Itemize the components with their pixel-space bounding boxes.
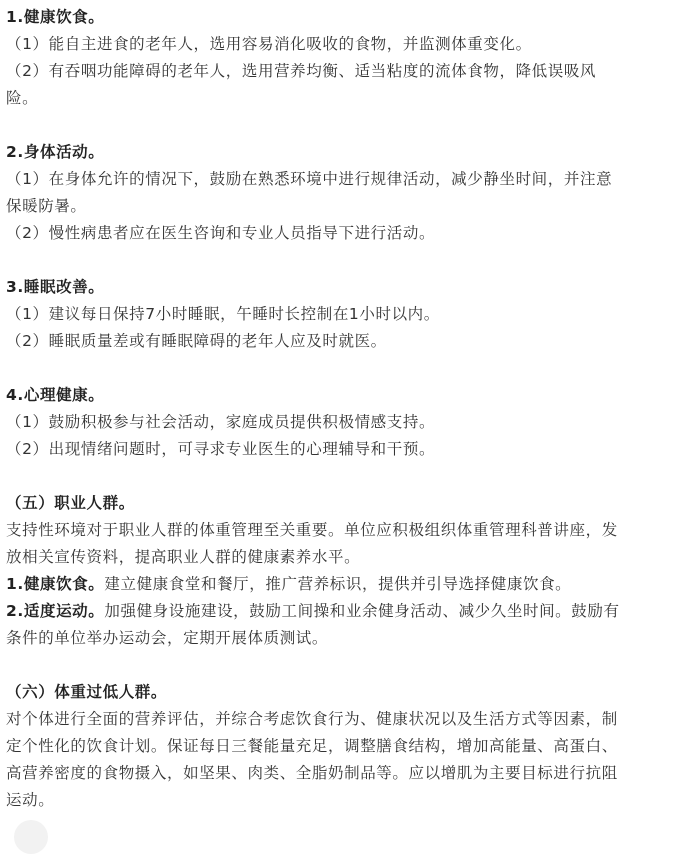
workers-exercise-text-line-2: 条件的单位举办运动会，定期开展体质测试。: [6, 629, 329, 647]
section-heading-underweight: （六）体重过低人群。: [6, 683, 168, 701]
spacer: [6, 652, 688, 679]
diet-item-1: （1）能自主进食的老年人，选用容易消化吸收的食物，并监测体重变化。: [6, 35, 532, 53]
workers-diet-lead: 1.健康饮食。: [6, 575, 105, 593]
section-heading-activity: 2.身体活动。: [6, 143, 105, 161]
activity-item-1-line-1: （1）在身体允许的情况下，鼓励在熟悉环境中进行规律活动，减少静坐时间，并注意: [6, 170, 613, 188]
workers-exercise-text-line-1: 加强健身设施建设，鼓励工间操和业余健身活动、减少久坐时间。鼓励有: [104, 602, 620, 620]
spacer: [6, 463, 688, 490]
section-heading-workers: （五）职业人群。: [6, 494, 135, 512]
underweight-text-line-4: 运动。: [6, 791, 55, 809]
diet-item-2-line-1: （2）有吞咽功能障碍的老年人，选用营养均衡、适当粘度的流体食物，降低误吸风: [6, 62, 597, 80]
workers-diet-paragraph: [6, 571, 688, 598]
workers-exercise-paragraph: [6, 598, 688, 625]
workers-diet-text: 建立健康食堂和餐厅，推广营养标识，提供并引导选择健康饮食。: [104, 575, 572, 593]
spacer: [6, 355, 688, 382]
underweight-text-line-3: 高营养密度的食物摄入，如坚果、肉类、全脂奶制品等。应以增肌为主要目标进行抗阻: [6, 764, 618, 782]
spacer: [6, 247, 688, 274]
spacer: [6, 112, 688, 139]
sleep-item-1: （1）建议每日保持7小时睡眠，午睡时长控制在1小时以内。: [6, 305, 440, 323]
workers-exercise-lead: 2.适度运动。: [6, 602, 105, 620]
workers-intro-line-2: 放相关宣传资料，提高职业人群的健康素养水平。: [6, 548, 361, 566]
section-heading-diet: 1.健康饮食。: [6, 8, 105, 26]
underweight-text-line-2: 定个性化的饮食计划。保证每日三餐能量充足，调整膳食结构，增加高能量、高蛋白、: [6, 737, 618, 755]
workers-intro-line-1: 支持性环境对于职业人群的体重管理至关重要。单位应积极组织体重管理科普讲座，发: [6, 521, 618, 539]
underweight-text-line-1: 对个体进行全面的营养评估，并综合考虑饮食行为、健康状况以及生活方式等因素，制: [6, 710, 618, 728]
activity-item-2: （2）慢性病患者应在医生咨询和专业人员指导下进行活动。: [6, 224, 436, 242]
section-heading-sleep: 3.睡眠改善。: [6, 278, 105, 296]
sleep-item-2: （2）睡眠质量差或有睡眠障碍的老年人应及时就医。: [6, 332, 387, 350]
activity-item-1-line-2: 保暖防暑。: [6, 197, 87, 215]
mental-item-1: （1）鼓励积极参与社会活动，家庭成员提供积极情感支持。: [6, 413, 436, 431]
diet-item-2-line-2: 险。: [6, 89, 39, 107]
mental-item-2: （2）出现情绪问题时，可寻求专业医生的心理辅导和干预。: [6, 440, 436, 458]
floating-circle-decoration: [14, 820, 48, 854]
section-heading-mental: 4.心理健康。: [6, 386, 105, 404]
